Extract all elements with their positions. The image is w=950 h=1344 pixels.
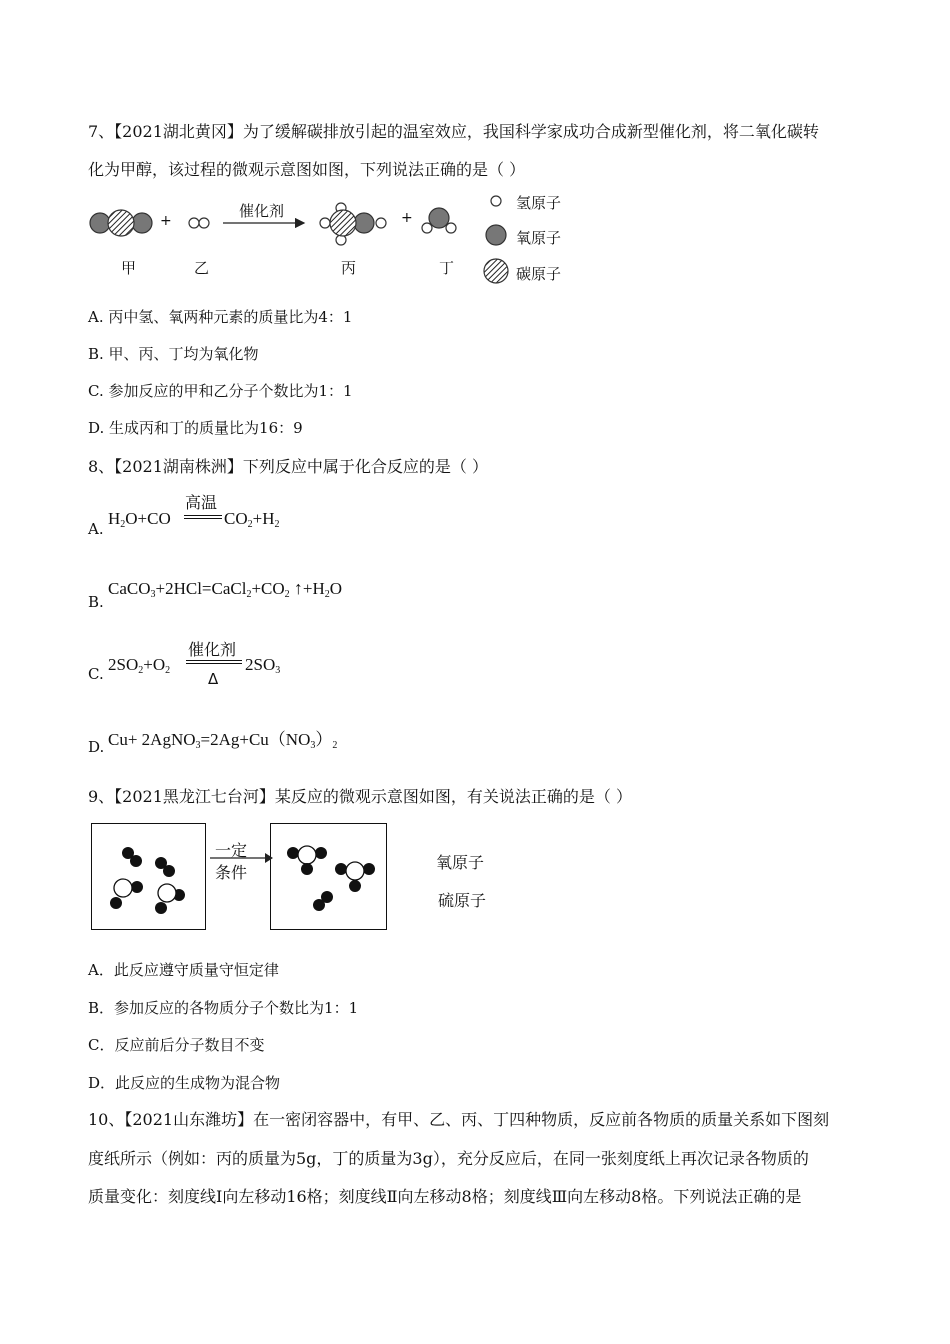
q7-plus-1: + — [160, 213, 172, 229]
q7-catalyst-label: 催化剂 — [239, 202, 285, 220]
q7-option-b: B. 甲、丙、丁均为氧化物 — [88, 345, 259, 363]
q9-stem: 9、【2021黑龙江七台河】某反应的微观示意图如图，有关说法正确的是（ ） — [88, 787, 632, 806]
q8-option-d-equation: $Cu+ 2AgNO_3=2Ag+Cu(NO_3)_2$ — [108, 730, 338, 751]
q8-option-c-equals — [186, 660, 242, 664]
q9-option-c: C．反应前后分子数目不变 — [88, 1036, 265, 1054]
q7-label-ding: 丁 — [439, 259, 455, 277]
legend-carbon-symbol — [484, 259, 508, 283]
q8-option-b-letter: B. — [88, 593, 104, 611]
q8-option-d-letter: D. — [88, 738, 105, 756]
q10-stem-line3: 质量变化：刻度线Ⅰ向左移动16格；刻度线Ⅱ向左移动8格；刻度线Ⅲ向左移动8格。下列说法正确的是 — [88, 1187, 802, 1206]
q7-stem-line1: 7、【2021湖北黄冈】为了缓解碳排放引起的温室效应，我国科学家成功合成新型催化剂，将二氧化碳转 — [88, 122, 819, 141]
q8-stem: 8、【2021湖南株洲】下列反应中属于化合反应的是（ ） — [88, 457, 488, 476]
molecule-yi — [189, 218, 209, 228]
molecule-bing — [320, 203, 386, 245]
q7-option-c: C. 参加反应的甲和乙分子个数比为1：1 — [88, 382, 353, 400]
legend-hydrogen-label: 氢原子 — [516, 194, 562, 212]
q7-label-bing: 丙 — [341, 259, 357, 277]
molecule-jia — [90, 210, 152, 236]
q7-option-d: D. 生成丙和丁的质量比为16：9 — [88, 419, 303, 437]
q8-option-a-condition: 高温 — [185, 493, 218, 512]
q8-option-c-condition: 催化剂 — [188, 640, 237, 659]
q9-option-b: B．参加反应的各物质分子个数比为1：1 — [88, 999, 359, 1017]
q9-condition-1: 一定 — [215, 841, 248, 860]
q8-option-c-right: $2SO_3$ — [245, 655, 281, 676]
legend-carbon-label: 碳原子 — [516, 265, 562, 283]
q10-stem-line1: 10、【2021山东潍坊】在一密闭容器中，有甲、乙、丙、丁四种物质，反应前各物质的质量关系如下图刻 — [88, 1110, 830, 1129]
molecule-ding — [422, 208, 456, 233]
q8-option-b-equation: $CaCO_3+2HCl=CaCl_2+CO_2$ $↑+H_2O$ — [108, 578, 343, 600]
q9-legend-sulfur: 硫原子 — [438, 891, 487, 910]
q8-option-a-right: $CO_2+H_2$ — [224, 509, 280, 530]
q8-option-a-equals — [184, 515, 222, 519]
q8-option-c-letter: C. — [88, 665, 104, 683]
q8-option-c-heat: Δ — [208, 670, 219, 688]
q7-option-a: A. 丙中氢、氧两种元素的质量比为4：1 — [88, 308, 353, 326]
q7-reaction-diagram — [85, 190, 585, 290]
q8-option-a-left: $H_2O+CO$ — [108, 509, 171, 530]
q8-option-c-left: $2SO_2+O_2$ — [108, 655, 171, 676]
q7-plus-2: + — [401, 210, 413, 226]
q10-stem-line2: 度纸所示（例如：丙的质量为5g，丁的质量为3g），充分反应后，在同一张刻度纸上再次记录各物质的 — [88, 1149, 809, 1168]
q8-option-a-letter: A. — [88, 520, 104, 538]
legend-hydrogen-symbol — [491, 196, 501, 206]
q9-option-a: A．此反应遵守质量守恒定律 — [88, 961, 279, 979]
q7-label-yi: 乙 — [194, 259, 210, 277]
q9-condition-2: 条件 — [215, 863, 248, 882]
legend-oxygen-symbol — [486, 225, 506, 245]
q7-label-jia: 甲 — [121, 259, 137, 277]
q9-option-d: D．此反应的生成物为混合物 — [88, 1074, 281, 1092]
q7-stem-line2: 化为甲醇，该过程的微观示意图如图，下列说法正确的是（ ） — [88, 160, 526, 179]
q9-legend-oxygen: 氧原子 — [436, 853, 485, 872]
legend-oxygen-label: 氧原子 — [516, 229, 562, 247]
